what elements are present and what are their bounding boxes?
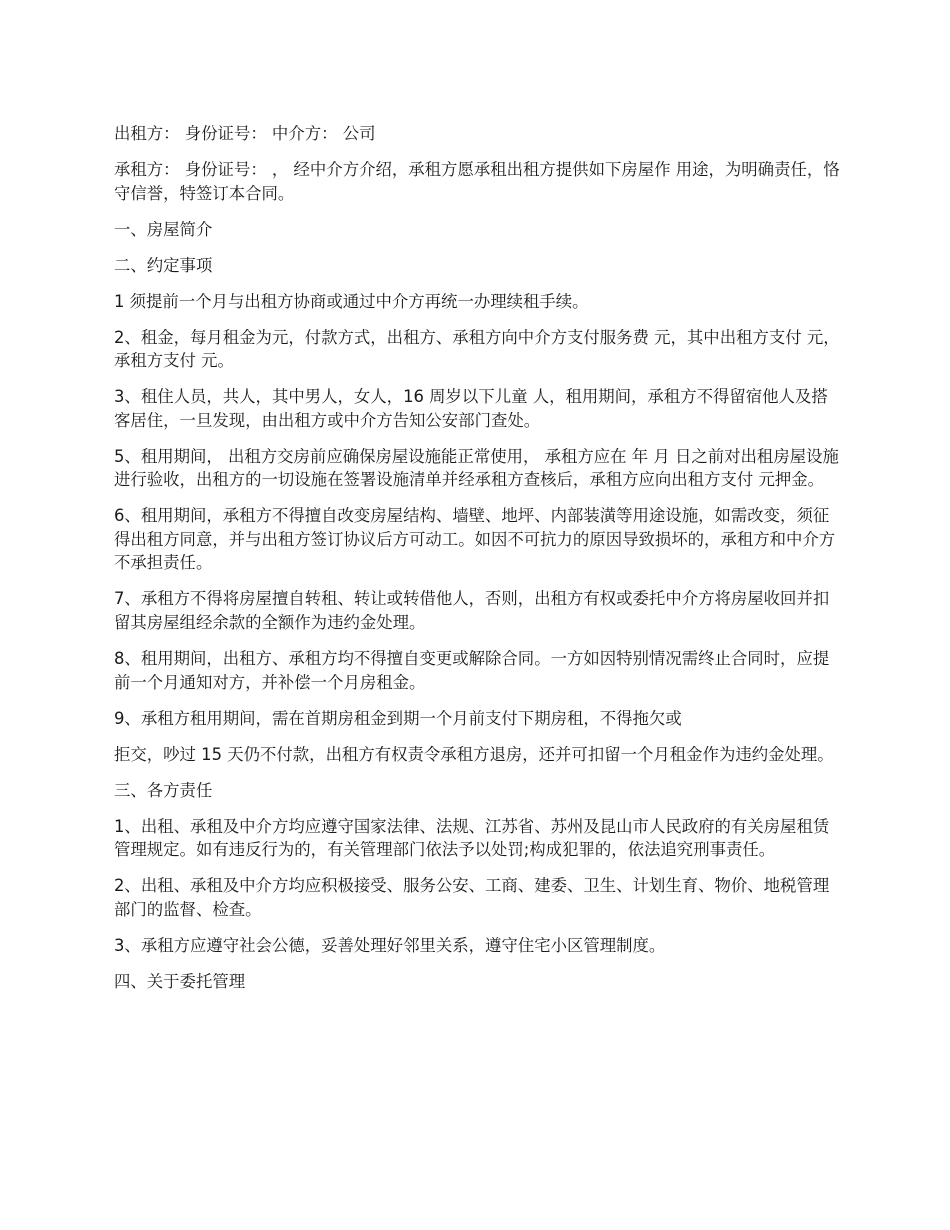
clause-sublet: 7、承租方不得将房屋擅自转租、转让或转借他人，否则，出租方有权或委托中介方将房屋收回并扣留其房屋组经余款的全额作为违约金处理。 [114, 589, 830, 633]
document-body [114, 122, 844, 1006]
clause-alterations: 6、租用期间，承租方不得擅自改变房屋结构、墙壁、地坪、内部装潢等用途设施，如需改变，须征得出租方同意，并与出租方签订协议后方可动工。如因不可抗力的原因导致损坏的，承租方和中介方不承担责任。 [114, 506, 836, 573]
clause-payment: 9、承租方租用期间，需在首期房租金到期一个月前支付下期房租，不得拖欠或 [114, 708, 682, 728]
responsibility-law: 1、出租、承租及中介方均应遵守国家法律、法规、江苏省、苏州及昆山市人民政府的有关房屋租赁管理规定。如有违反行为的，有关管理部门依法予以处罚;构成犯罪的，依法追究刑事责任。 [114, 816, 830, 860]
section-heading-property: 一、房屋简介 [114, 219, 213, 239]
section-heading-responsibilities: 三、各方责任 [114, 780, 213, 800]
responsibility-inspection: 2、出租、承租及中介方均应积极接受、服务公安、工商、建委、卫生、计划生育、物价、地税管理部门的监督、检查。 [114, 876, 830, 919]
responsibility-neighbors: 3、承租方应遵守社会公德，妥善处理好邻里关系，遵守住宅小区管理制度。 [114, 935, 666, 955]
clause-occupants: 3、租住人员，共人，其中男人，女人，16 周岁以下儿童 人，租用期间，承租方不得留宿他人及搭客居住，一旦发现，由出租方或中介方告知公安部门查处。 [114, 387, 828, 430]
clause-renewal: 1 须提前一个月与出租方协商或通过中介方再统一办理续租手续。 [114, 291, 589, 311]
section-heading-terms: 二、约定事项 [114, 255, 213, 275]
clause-facilities: 5、租用期间， 出租方交房前应确保房屋设施能正常使用， 承租方应在 年 月 日之前对出租房屋设施进行验收，出租方的一切设施在签署设施清单并经承租方查核后，承租方应向出租方支付 元押金。 [114, 446, 839, 490]
clause-payment-continued: 拒交，吵过 15 天仍不付款，出租方有权责令承租方退房，还并可扣留一个月租金作为违约金处理。 [114, 744, 834, 764]
clause-termination: 8、租用期间，出租方、承租方均不得擅自变更或解除合同。一方如因特别情况需终止合同时，应提前一个月通知对方，并补偿一个月房租金。 [114, 649, 830, 692]
section-heading-management: 四、关于委托管理 [114, 971, 246, 991]
party-lessee-intro: 承租方： 身份证号： ， 经中介方介绍，承租方愿承租出租方提供如下房屋作 用途，为明确责任，恪守信誉，特签订本合同。 [114, 159, 840, 203]
party-lessor-line: 出租方： 身份证号： 中介方： 公司 [114, 124, 376, 143]
clause-rent: 2、租金，每月租金为元，付款方式，出租方、承租方向中介方支付服务费 元，其中出租方支付 元，承租方支付 元。 [114, 327, 840, 371]
